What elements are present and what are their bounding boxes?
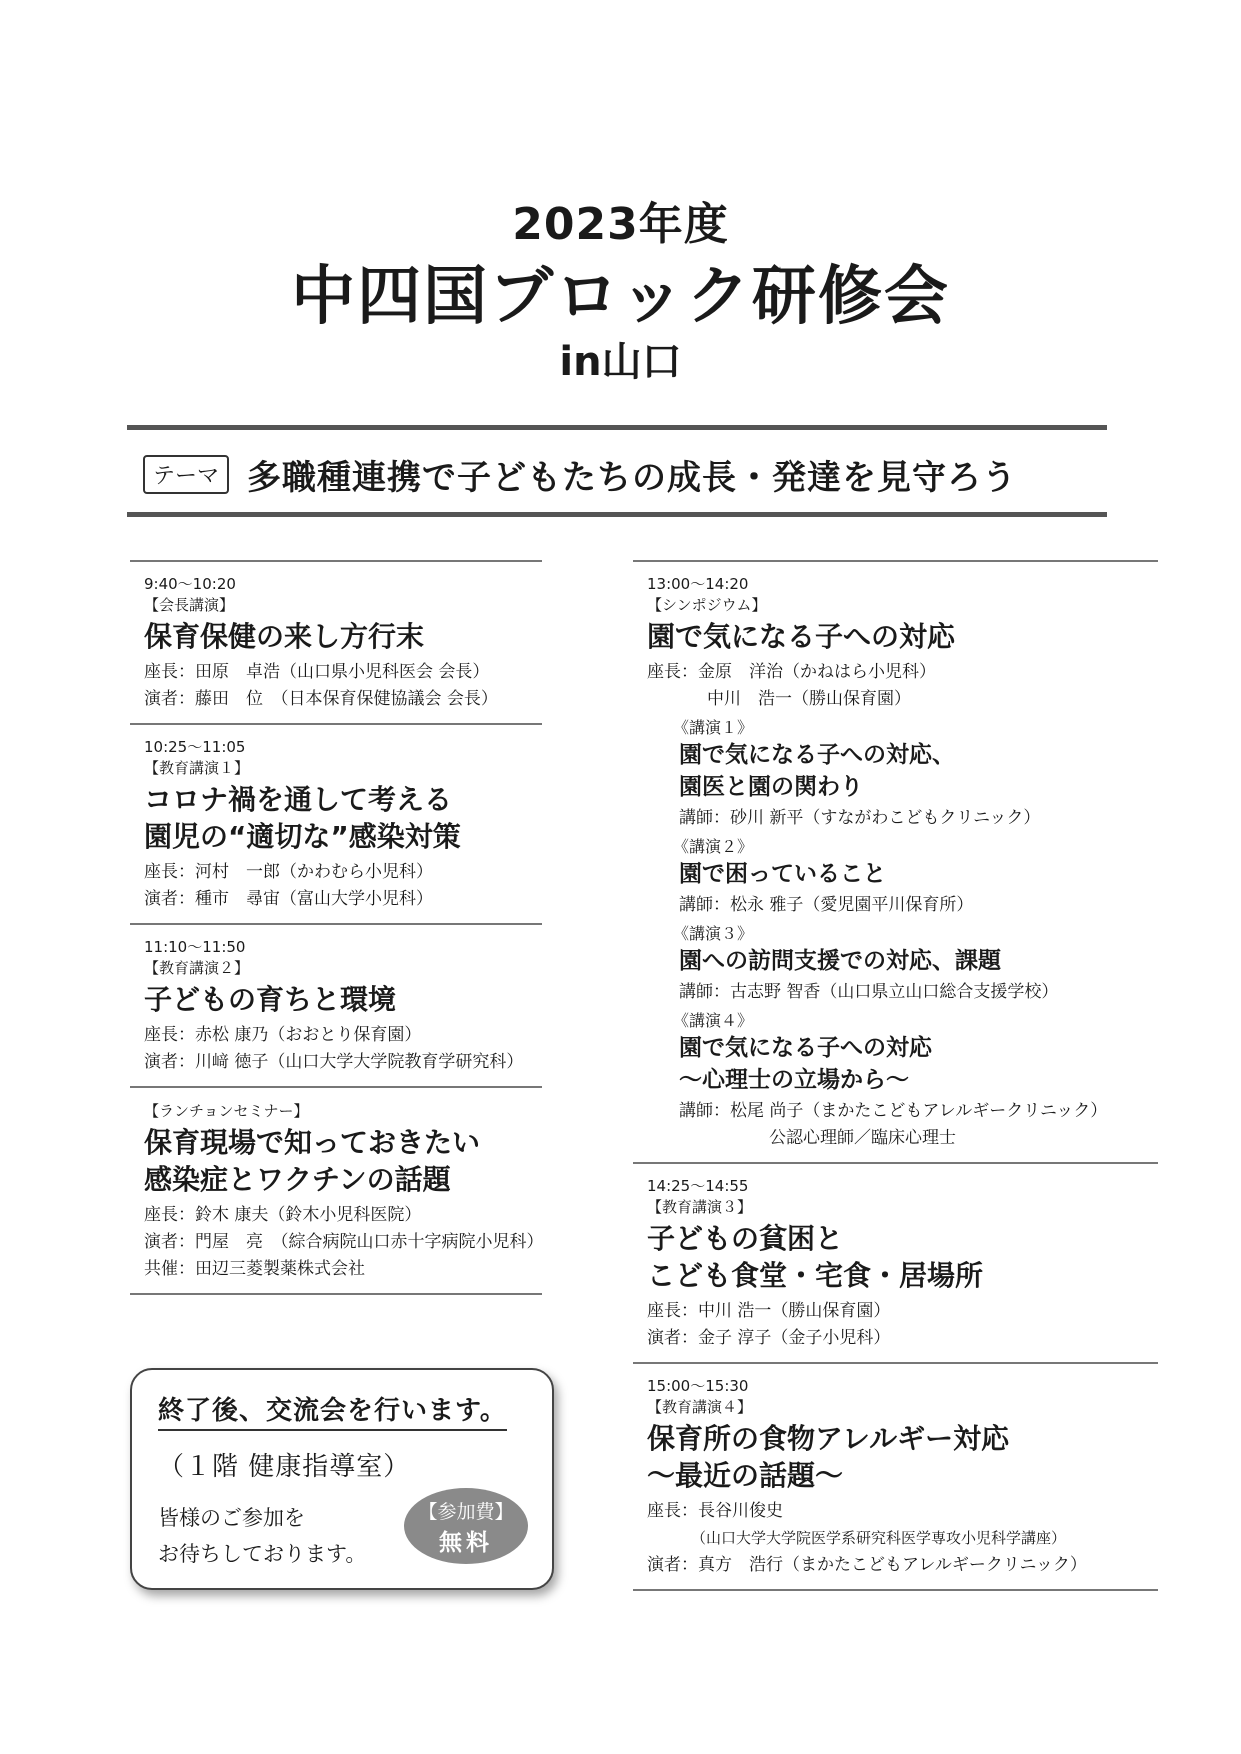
fee-value: 無料	[439, 1530, 493, 1556]
session-speaker: 演者：金子 淳子（金子小児科）	[647, 1328, 891, 1348]
session-title: 園で気になる子への対応	[647, 620, 956, 653]
session-education-lecture-3	[633, 1162, 1158, 1362]
lecture-speaker: 講師：松永 雅子（愛児園平川保育所）	[679, 895, 974, 915]
session-tag: 【教育講演３】	[647, 1198, 753, 1216]
lecture-title-line: 園医と園の関わり	[679, 774, 863, 800]
event-year: 2023年度	[512, 199, 729, 250]
session-title-line: こども食堂・宅食・居場所	[647, 1259, 984, 1292]
lecture-title	[679, 1032, 1158, 1096]
session-title	[647, 1420, 1158, 1494]
session-speaker: 演者：門屋 亮 （綜合病院山口赤十字病院小児科）	[144, 1232, 544, 1252]
session-title-line: 子どもの貧困と	[647, 1222, 844, 1255]
session-chair: 座長：中川 浩一（勝山保育園）	[647, 1301, 891, 1321]
social-heading: 終了後、交流会を行います。	[158, 1390, 507, 1431]
session-chair: 座長：田原 卓浩（山口県小児科医会 会長）	[144, 662, 490, 682]
divider	[127, 425, 1107, 430]
session-title	[144, 781, 542, 855]
session-chair: 中川 浩一（勝山保育園）	[707, 689, 911, 709]
session-title: 保育保健の来し方行末	[144, 620, 425, 653]
divider	[127, 512, 1107, 517]
social-invitation-line: お待ちしております。	[158, 1542, 367, 1566]
session-title-line: コロナ禍を通して考える	[144, 783, 453, 816]
session-time: 13:00～14:20	[647, 575, 749, 593]
session-time: 15:00～15:30	[647, 1377, 749, 1395]
social-gathering-box	[130, 1368, 554, 1590]
session-tag: 【シンポジウム】	[647, 596, 767, 614]
session-time: 9:40～10:20	[144, 575, 236, 593]
session-speaker: 演者：種市 尋宙（富山大学小児科）	[144, 889, 433, 909]
session-chair: 座長：鈴木 康夫（鈴木小児科医院）	[144, 1205, 422, 1225]
lecture-title-line: 園で気になる子への対応	[679, 1035, 932, 1061]
session-presidential-lecture	[130, 560, 542, 723]
symposium-lecture-1	[673, 717, 1158, 832]
session-chair-affiliation: （山口大学大学院医学系研究科医学専攻小児科学講座）	[691, 1529, 1067, 1547]
session-education-lecture-4	[633, 1362, 1158, 1591]
session-time: 11:10～11:50	[144, 938, 246, 956]
lecture-speaker-credentials: 公認心理師／臨床心理士	[769, 1128, 956, 1148]
session-tag: 【教育講演１】	[144, 759, 250, 777]
lecture-title: 園で困っていること	[679, 861, 886, 887]
social-invitation-line: 皆様のご参加を	[158, 1506, 305, 1530]
session-title: 子どもの育ちと環境	[144, 983, 397, 1016]
left-program-column	[130, 560, 542, 1295]
session-chair: 座長：赤松 康乃（おおとり保育園）	[144, 1025, 422, 1045]
session-chair: 座長：金原 洋治（かねはら小児科）	[647, 662, 936, 682]
session-title-line: 保育現場で知っておきたい	[144, 1126, 481, 1159]
session-speaker: 演者：川﨑 徳子（山口大学大学院教育学研究科）	[144, 1052, 524, 1072]
session-title-line: 園児の“適切な”感染対策	[144, 820, 461, 853]
lecture-title-line: 園で気になる子への対応、	[679, 742, 955, 768]
theme-row	[143, 450, 1017, 499]
session-title	[647, 1220, 1158, 1294]
session-tag: 【会長講演】	[144, 596, 235, 614]
theme-label: テーマ	[143, 455, 229, 494]
session-tag: 【ランチョンセミナー】	[144, 1102, 309, 1120]
fee-label: 【参加費】	[418, 1501, 514, 1523]
lecture-title	[679, 739, 1158, 803]
theme-text: 多職種連携で子どもたちの成長・発達を見守ろう	[247, 458, 1018, 498]
lecture-speaker: 講師：古志野 智香（山口県立山口総合支援学校）	[679, 982, 1059, 1002]
lecture-speaker: 講師：砂川 新平（すながわこどもクリニック）	[679, 808, 1041, 828]
lecture-title: 園への訪問支援での対応、課題	[679, 948, 1001, 974]
session-title-line: 保育所の食物アレルギー対応	[647, 1422, 1010, 1455]
session-education-lecture-2	[130, 923, 542, 1086]
session-title-line: ～最近の話題～	[647, 1459, 844, 1492]
symposium-lecture-3	[673, 923, 1158, 1006]
lecture-tag: 《講演４》	[673, 1011, 754, 1030]
lecture-tag: 《講演１》	[673, 718, 754, 737]
symposium-lecture-2	[673, 836, 1158, 919]
session-title-line: 感染症とワクチンの話題	[144, 1163, 451, 1196]
session-tag: 【教育講演２】	[144, 959, 250, 977]
fee-badge	[404, 1488, 528, 1564]
session-education-lecture-1	[130, 723, 542, 923]
session-speaker: 演者：真方 浩行（まかたこどもアレルギークリニック）	[647, 1555, 1087, 1575]
session-luncheon-seminar	[130, 1086, 542, 1295]
event-title: 中四国ブロック研修会	[291, 260, 950, 334]
lecture-tag: 《講演２》	[673, 837, 754, 856]
right-program-column	[633, 560, 1158, 1591]
session-chair: 座長：河村 一郎（かわむら小児科）	[144, 862, 433, 882]
session-tag: 【教育講演４】	[647, 1398, 753, 1416]
session-symposium	[633, 560, 1158, 1162]
session-sponsor: 共催：田辺三菱製薬株式会社	[144, 1259, 365, 1279]
symposium-lecture-4	[673, 1010, 1158, 1152]
session-time: 10:25～11:05	[144, 738, 246, 756]
lecture-tag: 《講演３》	[673, 924, 754, 943]
session-chair: 座長：長谷川俊史	[647, 1501, 783, 1521]
session-speaker: 演者：藤田 位 （日本保育保健協議会 会長）	[144, 689, 498, 709]
session-title	[144, 1124, 542, 1198]
event-location: in山口	[559, 339, 682, 385]
lecture-speaker: 講師：松尾 尚子（まかたこどもアレルギークリニック）	[679, 1101, 1108, 1121]
session-time: 14:25～14:55	[647, 1177, 749, 1195]
lecture-title-line: ～心理士の立場から～	[679, 1067, 909, 1093]
social-room: （１階 健康指導室）	[158, 1452, 411, 1482]
